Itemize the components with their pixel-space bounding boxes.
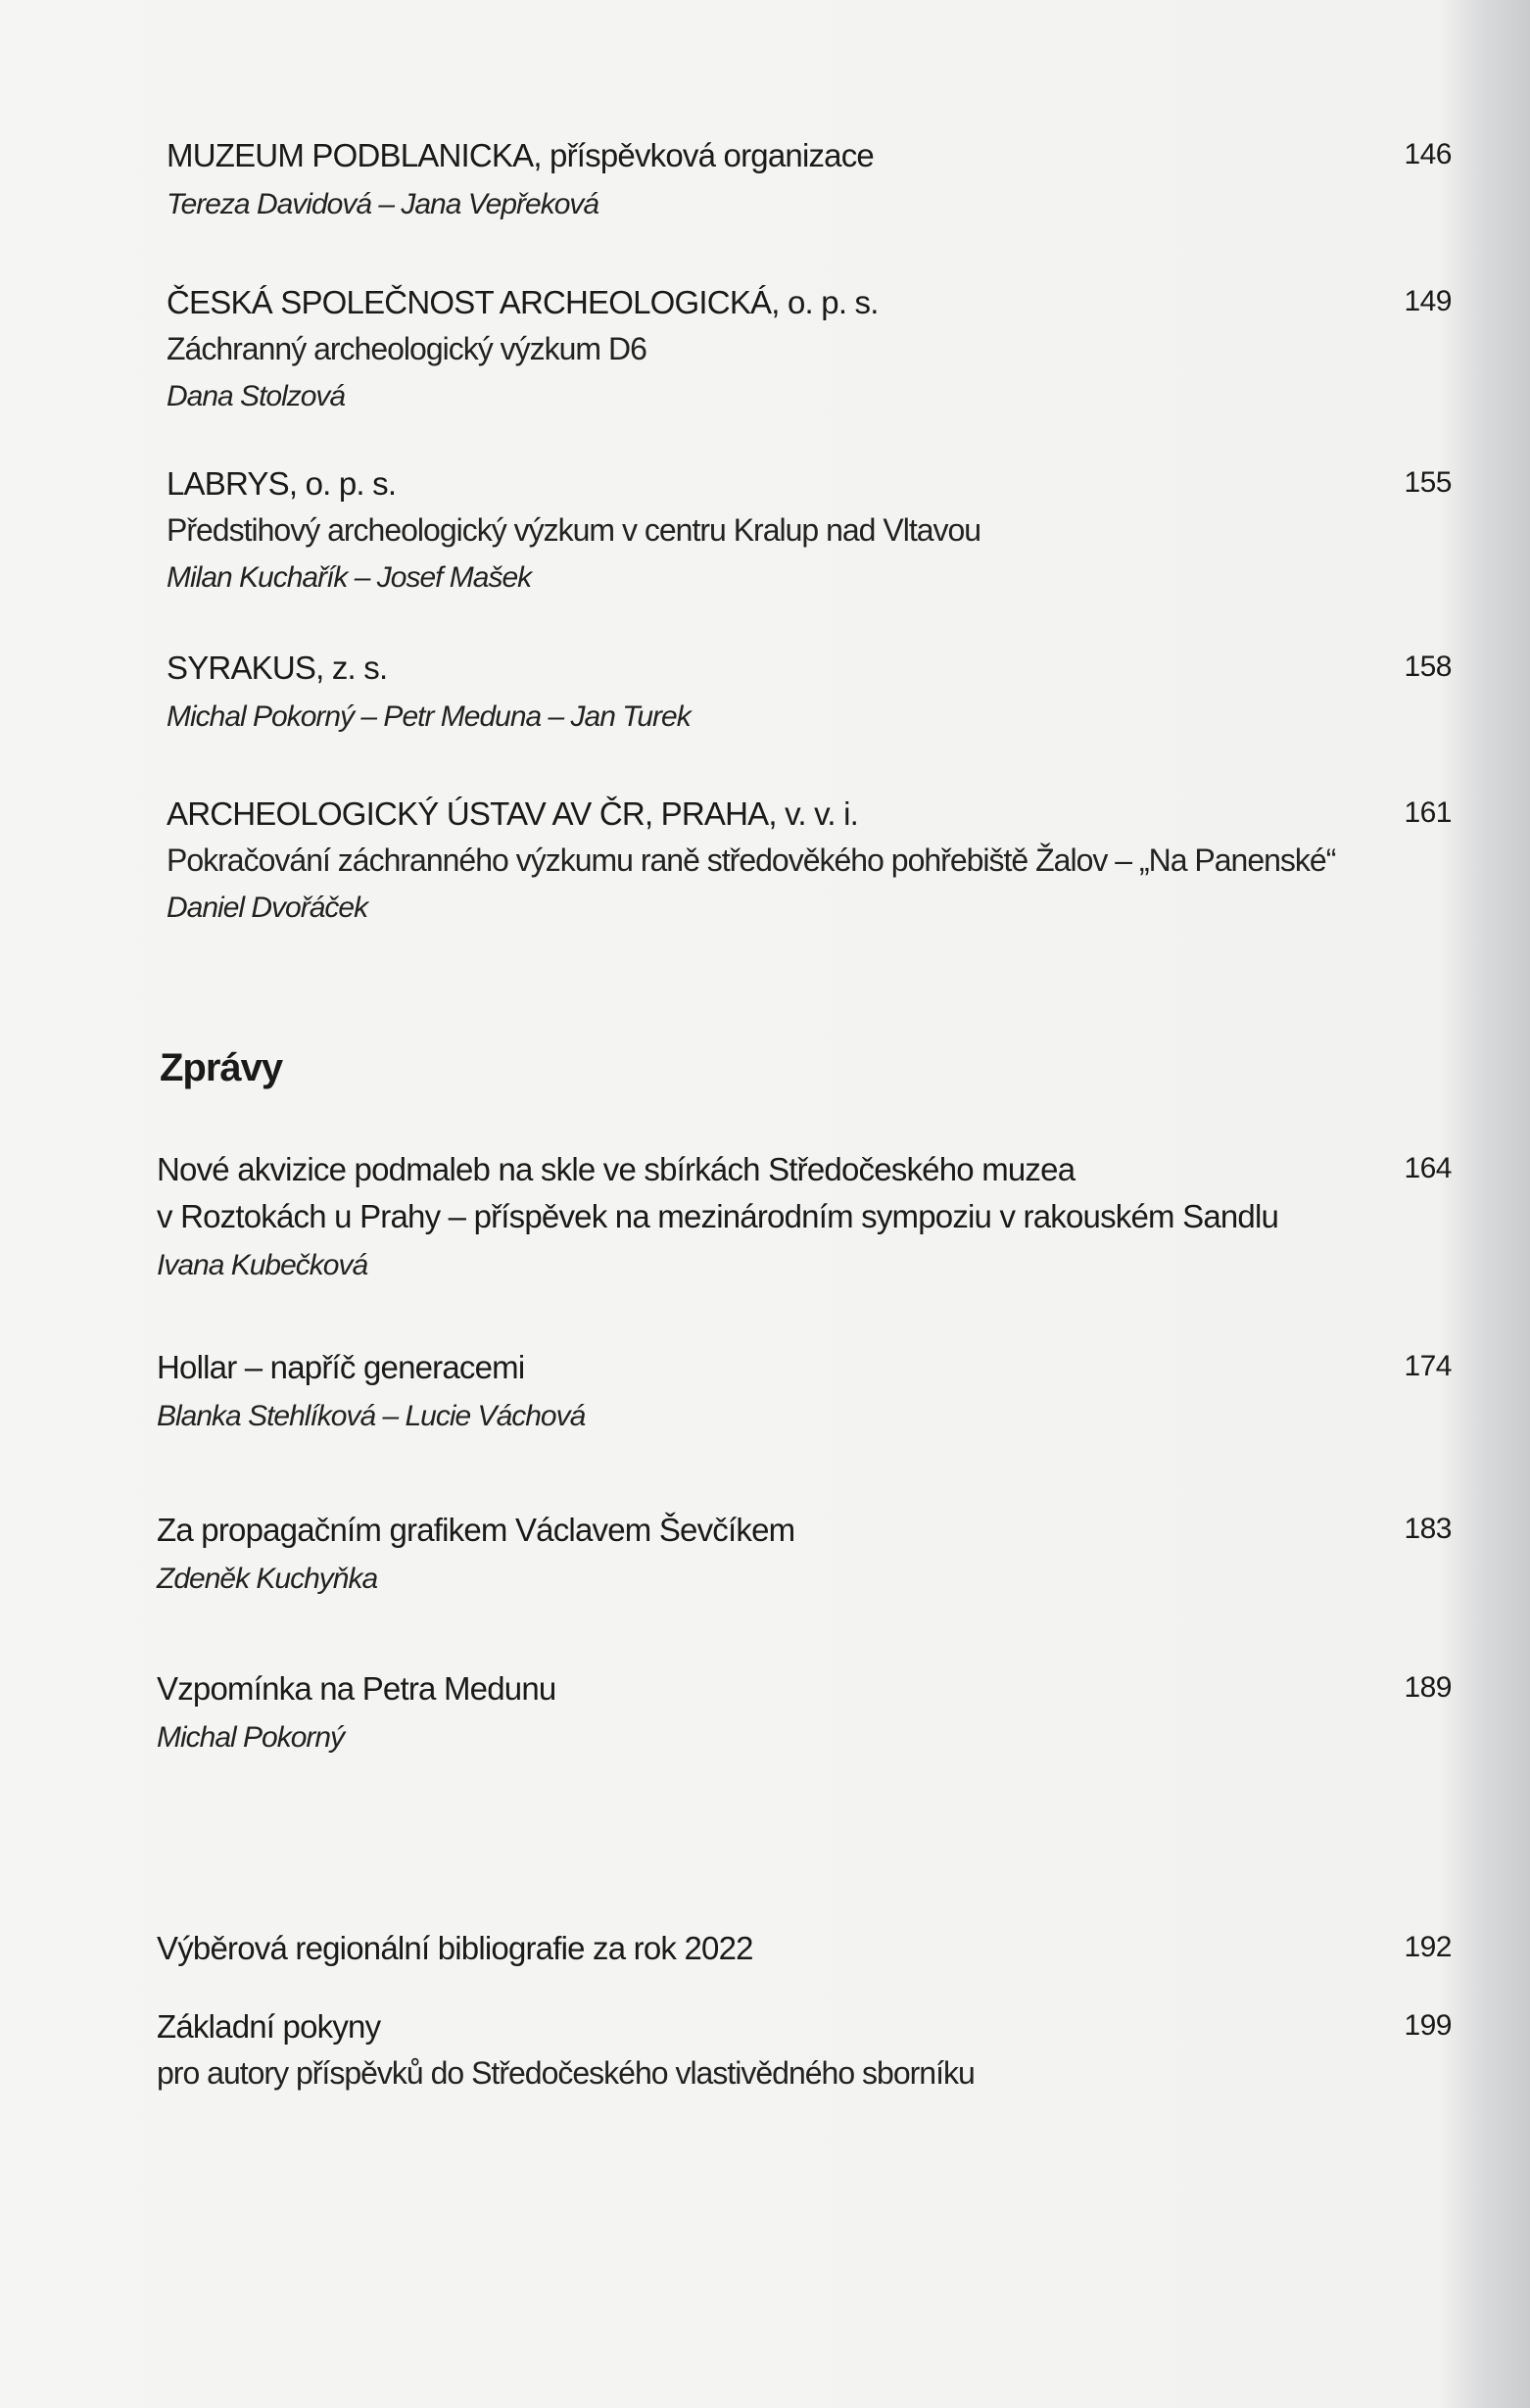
toc-entry: [157, 1344, 1452, 1438]
entry-heading: Výběrová regionální bibliografie za rok 2022: [157, 1930, 753, 1966]
page-number: 164: [1404, 1152, 1452, 1184]
page-number: 199: [1404, 2009, 1452, 2042]
page-number: 155: [1404, 466, 1452, 499]
toc-entry: [167, 279, 1452, 418]
entry-authors: Tereza Davidová – Jana Vepřeková: [167, 188, 599, 220]
entry-heading: SYRAKUS, z. s.: [167, 650, 388, 686]
toc-entry: [167, 645, 1452, 739]
entry-heading: ARCHEOLOGICKÝ ÚSTAV AV ČR, PRAHA, v. v. i.: [167, 795, 858, 832]
toc-entry: [157, 1665, 1452, 1759]
entry-authors: Dana Stolzová: [167, 380, 346, 412]
toc-entry: [157, 1146, 1452, 1287]
entry-heading: LABRYS, o. p. s.: [167, 465, 397, 502]
section-heading: Zprávy: [160, 1046, 283, 1089]
toc-entry: [167, 132, 1452, 226]
toc-entry: [157, 2003, 1452, 2095]
entry-title: pro autory příspěvků do Středočeského vlastivědného sborníku: [157, 2055, 975, 2091]
entry-authors: Zdeněk Kuchyňka: [157, 1563, 378, 1595]
page-number: 192: [1404, 1931, 1452, 1963]
entry-authors: Ivana Kubečková: [157, 1249, 368, 1281]
page-number: 183: [1404, 1513, 1452, 1545]
toc-entry: [167, 460, 1452, 600]
page-number: 158: [1404, 650, 1452, 683]
page-number: 174: [1404, 1350, 1452, 1382]
entry-heading: Za propagačním grafikem Václavem Ševčíkem: [157, 1512, 795, 1548]
entry-title: Pokračování záchranného výzkumu raně středověkého pohřebiště Žalov – „Na Panenské“: [167, 843, 1336, 878]
entry-heading: Hollar – napříč generacemi: [157, 1349, 525, 1385]
entry-title: Předstihový archeologický výzkum v centru Kralup nad Vltavou: [167, 512, 981, 548]
page-number: 149: [1404, 285, 1452, 317]
page-number: 161: [1404, 796, 1452, 829]
entry-authors: Blanka Stehlíková – Lucie Váchová: [157, 1400, 586, 1432]
entry-heading: ČESKÁ SPOLEČNOST ARCHEOLOGICKÁ, o. p. s.: [167, 284, 879, 320]
page-number: 189: [1404, 1671, 1452, 1704]
entry-authors: Michal Pokorný – Petr Meduna – Jan Turek: [167, 700, 691, 733]
entry-heading: Základní pokyny: [157, 2008, 381, 2045]
toc-entry: [157, 1925, 1452, 1972]
entry-heading-line1: Nové akvizice podmaleb na skle ve sbírkách Středočeského muzea: [157, 1151, 1076, 1187]
entry-authors: Milan Kuchařík – Josef Mašek: [167, 561, 532, 594]
entry-authors: Daniel Dvořáček: [167, 891, 368, 924]
toc-entry: [167, 791, 1452, 930]
page-number: 146: [1404, 138, 1452, 170]
entry-authors: Michal Pokorný: [157, 1721, 345, 1754]
entry-heading: Vzpomínka na Petra Medunu: [157, 1670, 556, 1707]
toc-entry: [157, 1507, 1452, 1601]
entry-heading-line2: v Roztokách u Prahy – příspěvek na mezinárodním sympoziu v rakouském Sandlu: [157, 1198, 1279, 1234]
entry-heading: MUZEUM PODBLANICKA, příspěvková organizace: [167, 137, 874, 173]
entry-title: Záchranný archeologický výzkum D6: [167, 331, 646, 366]
